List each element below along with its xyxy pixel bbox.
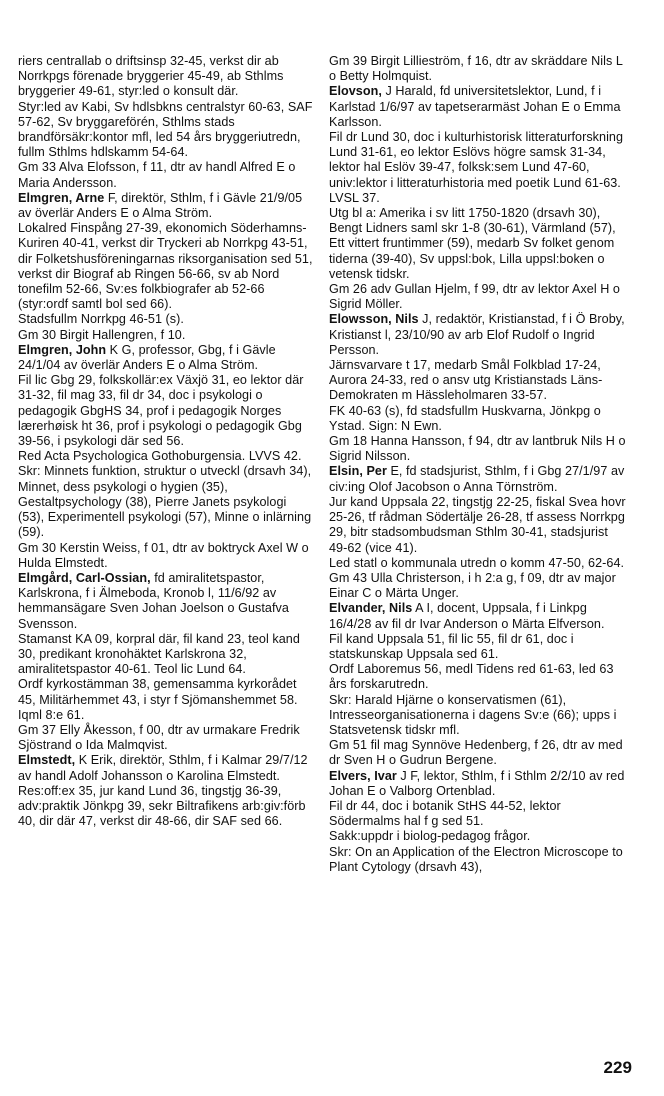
- entry-text: Skr: Harald Hjärne o konservatismen (61), Intresseorganisationerna i dagens Sv:e (66); upps i Statsvetensk tidskr mfl.: [329, 692, 617, 737]
- entry-name: Elsin, Per: [329, 464, 387, 479]
- entry-text: FK 40-63 (s), fd stadsfullm Huskvarna, Jönkpg o Ystad. Sign: N Ewn.: [329, 403, 601, 433]
- entry-text: K Erik, direktör, Sthlm, f i Kalmar 29/7/12 av handl Adolf Johansson o Karolina Elmstedt.: [18, 753, 308, 783]
- entry-text: Gm 26 adv Gullan Hjelm, f 99, dtr av lektor Axel H o Sigrid Möller.: [329, 282, 620, 312]
- entry-text: riers centrallab o driftsinsp 32-45, verkst dir ab Norrkpgs förenade bryggerier 45-49, ab Sthlms bryggerier 49-61, styr:led o konsult där.: [18, 54, 284, 99]
- entry-text: Stamanst KA 09, korpral där, fil kand 23, teol kand 30, predikant kronohäktet Karlskrona 32, amiralitetspastor 40-61. Teol lic Lund 64.: [18, 631, 300, 677]
- entry-text: E, fd stadsjurist, Sthlm, f i Gbg 27/1/97 av civ:ing Olof Jacobson o Anna Törnström.: [329, 464, 625, 494]
- entry-text: Red Acta Psychologica Gothoburgensia. LVVS 42.: [18, 449, 302, 464]
- paragraph: [18, 708, 316, 723]
- entry-name: Elowsson, Nils: [329, 312, 419, 327]
- paragraph: [329, 556, 627, 571]
- entry-name: Elvander, Nils: [329, 601, 413, 616]
- entry-text: Styr:led av Kabi, Sv hdlsbkns centralstyr 60-63, SAF 57-62, Sv bryggareförén, Sthlms stads brandförsäkr:kontor mfl, led 54 års bryggeriutredn, fullm Sthlms hdlskamm 54-64.: [18, 99, 313, 160]
- entry-text: Utg bl a: Amerika i sv litt 1750-1820 (drsavh 30), Bengt Lidners saml skr 1-8 (30-61), Värmland (57), Ett vittert fruntimmer (59), medarb Sv folket genom tiderna (39-40), Sv uppsl:bok, Lilla uppsl:boken o vetensk tidskr.: [329, 206, 616, 281]
- paragraph: [18, 373, 316, 449]
- paragraph: [329, 130, 627, 206]
- entry-text: Led statl o kommunala utredn o komm 47-50, 62-64.: [329, 555, 625, 570]
- entry-text: J Harald, fd universitetslektor, Lund, f i Karlstad 1/6/97 av tapetserarmäst Johan E o Emma Karlsson.: [329, 84, 621, 129]
- paragraph: [329, 434, 627, 464]
- paragraph: [329, 312, 627, 358]
- right-column: [329, 54, 627, 875]
- left-column: [18, 54, 316, 829]
- paragraph: [329, 601, 627, 631]
- entry-text: Skr: On an Application of the Electron Microscope to Plant Cytology (drsavh 43),: [329, 844, 623, 874]
- entry-text: Gm 43 Ulla Christerson, i h 2:a g, f 09, dtr av major Einar C o Märta Unger.: [329, 570, 616, 601]
- entry-name: Elovson,: [329, 84, 382, 99]
- entry-text: F, direktör, Sthlm, f i Gävle 21/9/05 av överlär Anders E o Alma Ström.: [18, 190, 303, 221]
- entry-text: Järnsvarvare t 17, medarb Smål Folkblad 17-24, Aurora 24-33, red o ansv utg Kristianstads Läns-Demokraten m Hässleholmaren 33-57.: [329, 358, 603, 403]
- paragraph: [329, 282, 627, 312]
- paragraph: [18, 632, 316, 678]
- paragraph: [329, 358, 627, 404]
- entry-name: Elvers, Ivar: [329, 768, 397, 783]
- paragraph: [18, 753, 316, 783]
- paragraph: [18, 312, 316, 327]
- paragraph: [18, 541, 316, 571]
- paragraph: [329, 693, 627, 739]
- page-number: 229: [603, 1058, 632, 1077]
- entry-name: Elmgren, John: [18, 342, 107, 357]
- paragraph: [329, 495, 627, 556]
- paragraph: [329, 845, 627, 875]
- entry-text: Gm 30 Birgit Hallengren, f 10.: [18, 327, 186, 342]
- paragraph: [18, 100, 316, 161]
- paragraph: [329, 54, 627, 84]
- paragraph: [18, 677, 316, 707]
- entry-text: Fil dr Lund 30, doc i kulturhistorisk litteraturforskning Lund 31-61, eo lektor Eslövs högre samsk 31-34, lektor hal Eslöv 39-47, folksk:sem Lund 47-60, univ:lektor i litteraturhistoria med poetik Lund 61-63. LVSL 37.: [329, 130, 624, 205]
- paragraph: [18, 54, 316, 100]
- entry-text: Iqml 8:e 61.: [18, 707, 85, 722]
- entry-text: Gm 51 fil mag Synnöve Hedenberg, f 26, dtr av med dr Sven H o Gudrun Bergene.: [329, 738, 623, 768]
- entry-text: Res:off:ex 35, jur kand Lund 36, tingstjg 36-39, adv:praktik Jönkpg 39, sekr Biltrafikens arb:giv:förb 40, dir där 47, verkst dir 48-66, dir SAF sed 66.: [18, 783, 306, 829]
- entry-text: Stadsfullm Norrkpg 46-51 (s).: [18, 312, 184, 327]
- paragraph: [329, 829, 627, 844]
- paragraph: [18, 464, 316, 540]
- entry-text: Gm 33 Alva Elofsson, f 11, dtr av handl Alfred E o Maria Andersson.: [18, 160, 296, 190]
- entry-text: K G, professor, Gbg, f i Gävle 24/1/04 av överlär Anders E o Alma Ström.: [18, 342, 276, 373]
- entry-text: Gm 37 Elly Åkesson, f 00, dtr av urmakare Fredrik Sjöstrand o Ida Malmqvist.: [18, 722, 300, 753]
- entry-text: Gm 18 Hanna Hansson, f 94, dtr av lantbruk Nils H o Sigrid Nilsson.: [329, 434, 626, 464]
- paragraph: [329, 662, 627, 692]
- paragraph: [18, 449, 316, 464]
- paragraph: [18, 191, 316, 221]
- paragraph: [329, 464, 627, 494]
- paragraph: [329, 84, 627, 130]
- paragraph: [329, 769, 627, 799]
- entry-text: J, redaktör, Kristianstad, f i Ö Broby, Kristianst l, 23/10/90 av arb Elof Rudolf o Ingrid Persson.: [329, 312, 625, 357]
- entry-text: Gm 39 Birgit Lillieström, f 16, dtr av skräddare Nils L o Betty Holmquist.: [329, 54, 623, 84]
- entry-text: Gm 30 Kerstin Weiss, f 01, dtr av boktryck Axel W o Hulda Elmstedt.: [18, 540, 309, 570]
- paragraph: [329, 738, 627, 768]
- entry-name: Elmgren, Arne: [18, 190, 105, 205]
- entry-text: fd amiralitetspastor, Karlskrona, f i Älmeboda, Kronob l, 11/6/92 av hemmansägare Sven Johan Joelson o Gustafva Svensson.: [18, 570, 289, 631]
- paragraph: [18, 784, 316, 830]
- paragraph: [329, 404, 627, 434]
- paragraph: [18, 221, 316, 312]
- paragraph: [329, 206, 627, 282]
- paragraph: [18, 343, 316, 373]
- entry-text: Fil lic Gbg 29, folkskollär:ex Växjö 31, eo lektor där 31-32, fil mag 33, fil dr 34, doc i psykologi o pedagogik GbgHS 34, prof i pedagogik Norges lærerhøisk ht 36, prof i psykologi o pedagogik Gbg 39-56, i psykologi där sed 56.: [18, 373, 304, 449]
- entry-text: Lokalred Finspång 27-39, ekonomich Söderhamns-Kuriren 40-41, verkst dir Tryckeri ab Norrkpg 43-51, dir Folketshusföreningarnas riksorganisation sed 51, verkst dir Biograf ab Ringen 56-66, sv ab Nord tonefilm 52-66, Sv:es folkbiografer ab 52-66 (styr:ordf samtl bol sed 66).: [18, 221, 313, 312]
- entry-text: Skr: Minnets funktion, struktur o utveckl (drsavh 34), Minnet, dess psykologi o hygien (35), Gestaltpsychology (38), Pierre Janets psykologi (53), Experimentell psykologi (57), Minne o inlärning (59).: [18, 464, 312, 540]
- paragraph: [18, 723, 316, 753]
- entry-text: Ordf Laboremus 56, medl Tidens red 61-63, led 63 års forskarutredn.: [329, 662, 614, 692]
- paragraph: [329, 799, 627, 829]
- paragraph: [18, 160, 316, 190]
- paragraph: [18, 328, 316, 343]
- entry-text: Ordf kyrkostämman 38, gemensamma kyrkorådet 45, Militärhemmet 43, i styr f Sjömanshemmet 58.: [18, 677, 298, 707]
- entry-name: Elmgård, Carl-Ossian,: [18, 570, 151, 585]
- paragraph: [329, 632, 627, 662]
- paragraph: [18, 571, 316, 632]
- entry-text: A I, docent, Uppsala, f i Linkpg 16/4/28 av fil dr Ivar Anderson o Märta Elfverson.: [329, 601, 605, 631]
- entry-text: J F, lektor, Sthlm, f i Sthlm 2/2/10 av red Johan E o Valborg Ortenblad.: [329, 768, 625, 798]
- entry-text: Jur kand Uppsala 22, tingstjg 22-25, fiskal Svea hovr 25-26, tf rådman Södertälje 26-28, tf assess Norrkpg 29, bitr stadsombudsman Sthlm 30-41, stadsjurist 49-62 (vice 41).: [329, 494, 626, 555]
- paragraph: [329, 571, 627, 601]
- entry-text: Fil dr 44, doc i botanik StHS 44-52, lektor Södermalms hal f g sed 51.: [329, 798, 561, 829]
- entry-text: Sakk:uppdr i biolog-pedagog frågor.: [329, 829, 531, 844]
- entry-text: Fil kand Uppsala 51, fil lic 55, fil dr 61, doc i statskunskap Uppsala sed 61.: [329, 631, 574, 661]
- entry-name: Elmstedt,: [18, 753, 76, 768]
